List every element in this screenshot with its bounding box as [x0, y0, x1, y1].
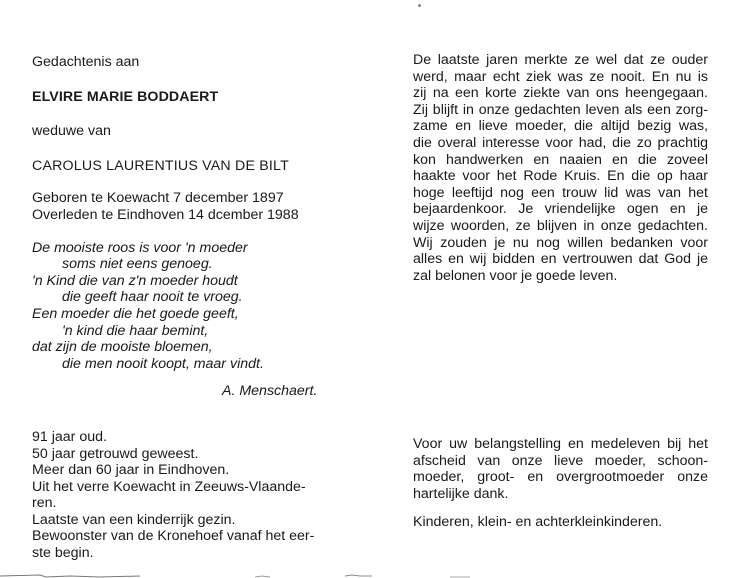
poem-line: 'n kind die haar bemint,: [62, 322, 209, 339]
birth-line: Geboren te Koewacht 7 december 1897: [32, 190, 284, 207]
thanks-line: afscheid van onze lieve moeder, schoon-: [413, 452, 708, 469]
spouse-name: CAROLUS LAURENTIUS VAN DE BILT: [32, 157, 289, 174]
deceased-name: ELVIRE MARIE BODDAERT: [32, 88, 219, 105]
thanks-line: moeder, groot- en overgrootmoeder onze: [413, 469, 708, 486]
paragraph-line: zij na een korte ziekte van ons heengegaan.: [413, 85, 708, 102]
scan-speck: [418, 4, 421, 7]
poem-line: 'n Kind die van z'n moeder houdt: [32, 272, 238, 289]
poem-line: Een moeder die het goede geeft,: [32, 305, 239, 322]
fact-line: ste begin.: [32, 545, 94, 562]
paragraph-line: werd, maar echt ziek was ze nooit. En nu is: [413, 68, 708, 85]
paragraph-line: wijze woorden, ze blijven in onze gedachten.: [413, 217, 708, 234]
paragraph-line: De laatste jaren merkte ze wel dat ze ouder: [413, 52, 708, 68]
death-line: Overleden te Eindhoven 14 dcember 1988: [32, 206, 299, 223]
thanks-line: Voor uw belangstelling en medeleven bij het: [413, 436, 708, 452]
fact-line: 91 jaar oud.: [32, 428, 107, 445]
poem-line: dat zijn de mooiste bloemen,: [32, 339, 213, 356]
widow-of-text: weduwe van: [32, 123, 111, 140]
fact-line: ren.: [32, 495, 57, 512]
thanks-line: hartelijke dank.: [413, 485, 509, 502]
paragraph-line: hoge leeftijd nog een trouw lid was van het: [413, 184, 708, 201]
paragraph-line: kon handwerken en naaien en die zoveel: [413, 151, 708, 168]
right-paragraph: [413, 52, 708, 284]
fact-line: Meer dan 60 jaar in Eindhoven.: [32, 462, 230, 479]
poem-line: die men nooit koopt, maar vindt.: [62, 355, 264, 372]
intro-text: Gedachtenis aan: [32, 54, 140, 70]
fact-line: Bewoonster van de Kronehoef vanaf het eer-: [32, 528, 315, 545]
paragraph-line: Zij blijft in onze gedachten leven als een zorg-: [413, 101, 708, 118]
poem-author: A. Menschaert.: [222, 383, 318, 400]
paragraph-line: alles en wij bidden en vertrouwen dat God je: [413, 251, 708, 268]
paragraph-line: haakte voor het Rode Kruis. En die op haar: [413, 168, 708, 185]
fact-line: 50 jaar getrouwd geweest.: [32, 445, 199, 462]
fact-line: Uit het verre Koewacht in Zeeuws-Vlaande-: [32, 478, 306, 495]
paragraph-line: zal belonen voor je goede leven.: [413, 267, 618, 284]
thanks-paragraph: [413, 436, 708, 502]
poem-line: die geeft haar nooit te vroeg.: [62, 289, 243, 306]
family-signature: Kinderen, klein- en achterkleinkinderen.: [413, 514, 663, 530]
left-column: [32, 54, 352, 562]
poem-line: De mooiste roos is voor 'n moeder: [32, 239, 248, 256]
paragraph-line: die overal interesse voor had, die zo prachtig: [413, 134, 708, 151]
paragraph-line: Wij zouden je nu nog willen bedanken voor: [413, 234, 708, 251]
poem: [32, 240, 352, 373]
scan-edge: [0, 572, 735, 578]
paragraph-line: bejaardenkoor. Je vriendelijke ogen en je: [413, 201, 708, 218]
fact-line: Laatste van een kinderrijk gezin.: [32, 511, 236, 528]
facts-list: [32, 429, 352, 562]
poem-line: soms niet eens genoeg.: [62, 256, 213, 273]
paragraph-line: zame en lieve moeder, die altijd bezig was,: [413, 118, 708, 135]
